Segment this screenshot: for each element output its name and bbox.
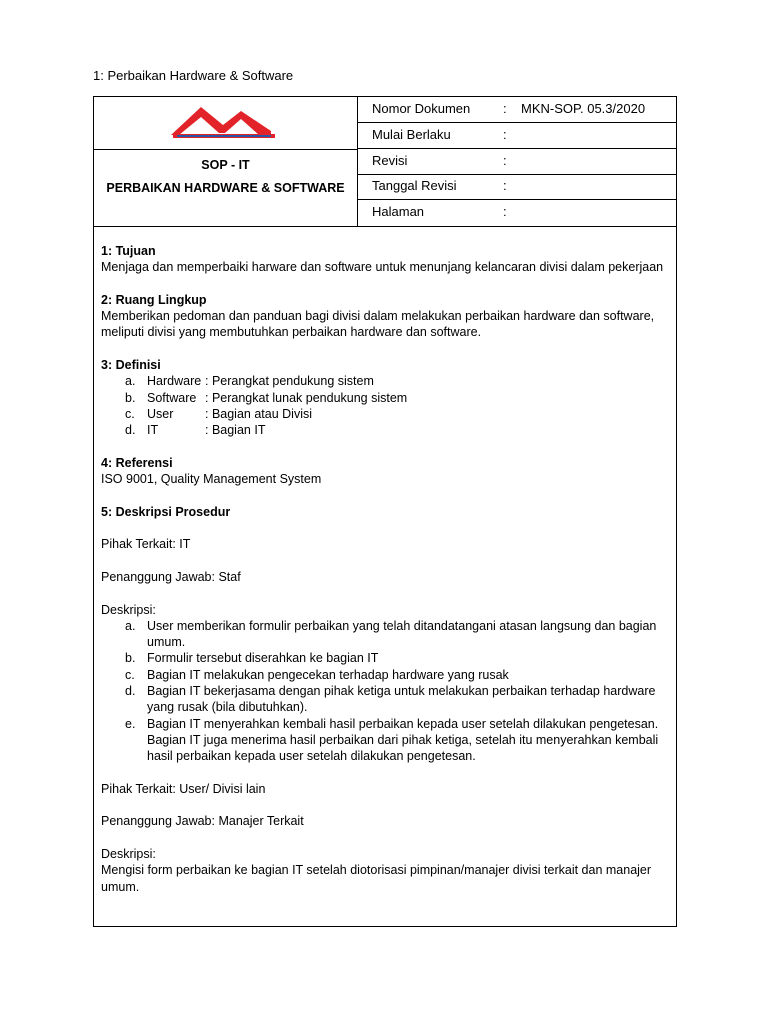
meta-separator: : <box>503 204 507 219</box>
meta-separator: : <box>503 178 507 193</box>
document-body <box>101 243 666 895</box>
meta-row-revisi <box>358 149 676 175</box>
deskripsi-label-2: Deskripsi: <box>101 846 156 861</box>
section-text-tujuan: Menjaga dan memperbaiki harware dan software untuk menunjang kelancaran divisi dalam pekerjaan <box>101 260 664 275</box>
meta-label: Nomor Dokumen <box>372 101 471 116</box>
meta-value: MKN-SOP. 05.3/2020 <box>521 101 646 116</box>
pihak-terkait-it: Pihak Terkait: IT <box>101 537 191 552</box>
list-item: c. Bagian IT melakukan pengecekan terhadap hardware yang rusak <box>125 667 509 682</box>
company-logo <box>171 105 279 139</box>
definition-term: Software <box>147 390 197 405</box>
definition-list <box>101 373 666 438</box>
meta-label: Tanggal Revisi <box>372 178 457 193</box>
meta-row-tanggal-revisi <box>358 174 676 200</box>
list-item: d. Bagian IT bekerjasama dengan pihak ketiga untuk melakukan perbaikan terhadap hardware yang rusak (bila dibutuhkan). <box>125 684 656 715</box>
meta-label: Mulai Berlaku <box>372 127 451 142</box>
sop-title: SOP - IT <box>201 158 250 172</box>
document-header-table <box>94 97 676 227</box>
definition-desc: : Bagian atau Divisi <box>205 406 313 421</box>
list-item: a. Hardware : Perangkat pendukung sistem <box>125 374 374 389</box>
definition-desc: : Bagian IT <box>205 423 266 438</box>
section-heading-definisi: 3: Definisi <box>101 358 161 373</box>
section-heading-ruang-lingkup: 2: Ruang Lingkup <box>101 292 207 307</box>
definition-desc: : Perangkat pendukung sistem <box>205 374 374 389</box>
section-text-ruang-lingkup: Memberikan pedoman dan panduan bagi divisi dalam melakukan perbaikan hardware dan software, meliputi divisi yang membutuhkan perbaikan hardware dan software. <box>101 309 655 340</box>
sop-title-cell <box>94 150 358 226</box>
definition-term: Hardware <box>147 374 202 389</box>
procedure-steps <box>101 618 666 765</box>
meta-row-halaman <box>358 200 676 225</box>
list-item: c. User : Bagian atau Divisi <box>125 406 313 421</box>
sop-document <box>93 96 677 927</box>
penanggung-jawab-staf: Penanggung Jawab: Staf <box>101 569 241 584</box>
meta-separator: : <box>503 101 507 116</box>
meta-separator: : <box>503 153 507 168</box>
sop-subtitle: PERBAIKAN HARDWARE & SOFTWARE <box>106 181 345 195</box>
list-item: b. Software : Perangkat lunak pendukung sistem <box>125 390 408 405</box>
section-heading-prosedur: 5: Deskripsi Prosedur <box>101 504 231 519</box>
logo-cell <box>94 97 358 150</box>
meta-separator: : <box>503 127 507 142</box>
meta-label: Halaman <box>372 204 425 219</box>
section-heading-referensi: 4: Referensi <box>101 455 173 470</box>
definition-term: User <box>147 406 174 421</box>
definition-desc: : Perangkat lunak pendukung sistem <box>205 390 408 405</box>
definition-term: IT <box>147 423 159 438</box>
penanggung-jawab-manajer: Penanggung Jawab: Manajer Terkait <box>101 814 304 829</box>
page-heading: 1: Perbaikan Hardware & Software <box>93 68 294 83</box>
list-item: a. User memberikan formulir perbaikan yang telah ditandatangani atasan langsung dan bagian umum. <box>125 618 657 650</box>
list-item: d. IT : Bagian IT <box>125 423 266 438</box>
meta-label: Revisi <box>372 153 408 168</box>
pihak-terkait-user: Pihak Terkait: User/ Divisi lain <box>101 781 266 796</box>
section-text-referensi: ISO 9001, Quality Management System <box>101 472 322 487</box>
list-item: e. Bagian IT menyerahkan kembali hasil perbaikan kepada user setelah dilakukan pengetesan. Bagian IT juga menerima hasil perbaikan dari pihak ketiga, setelah itu menyerahkan kembali hasil perbaikan kepada user setelah dilakukan pengetesan. <box>125 716 659 764</box>
section-heading-tujuan: 1: Tujuan <box>101 244 156 258</box>
list-item: b. Formulir tersebut diserahkan ke bagian IT <box>125 651 379 666</box>
deskripsi-text-2: Mengisi form perbaikan ke bagian IT setelah diotorisasi pimpinan/manajer divisi terkait dan manajer umum. <box>101 863 652 894</box>
meta-row-mulai-berlaku <box>358 123 676 149</box>
meta-row-nomor-dokumen <box>358 97 676 123</box>
deskripsi-label: Deskripsi: <box>101 602 156 617</box>
